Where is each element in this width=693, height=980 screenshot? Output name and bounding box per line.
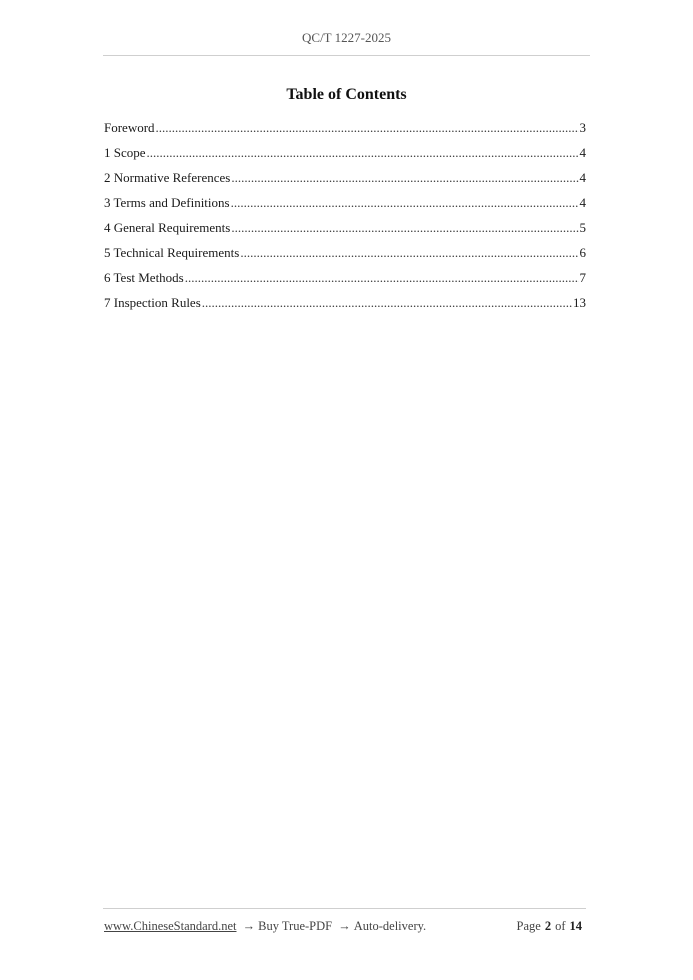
toc-entry-label: 1 Scope [104, 145, 146, 160]
toc-entry-label: 5 Technical Requirements [104, 245, 240, 260]
page-word: Page [516, 919, 541, 933]
toc-entry-page: 4 [579, 145, 586, 160]
dot-leader [202, 295, 572, 311]
toc-entry-page: 6 [579, 245, 586, 260]
arrow-right-icon: → [338, 919, 351, 933]
dot-leader [147, 145, 579, 161]
toc-entry-page: 13 [573, 295, 586, 310]
buy-pdf-text: Buy True-PDF [258, 919, 333, 933]
footer-divider [103, 908, 586, 909]
toc-entry-page: 5 [579, 220, 586, 235]
toc-entry-normative-references[interactable] [104, 170, 586, 195]
toc-entry-label: 6 Test Methods [104, 270, 184, 285]
page-total: 14 [569, 919, 582, 933]
toc-entry-label: 7 Inspection Rules [104, 295, 201, 310]
toc-entry-label: Foreword [104, 120, 155, 135]
dot-leader [231, 220, 578, 236]
dot-leader [240, 245, 578, 261]
footer-promo [104, 919, 426, 934]
toc-entry-page: 3 [579, 120, 586, 135]
auto-delivery-text: Auto-delivery. [353, 919, 427, 933]
toc-entry-page: 4 [579, 195, 586, 210]
page-current: 2 [544, 919, 552, 933]
toc-entry-inspection-rules[interactable] [104, 295, 586, 320]
toc-entry-terms-and-definitions[interactable] [104, 195, 586, 220]
toc-entry-test-methods[interactable] [104, 270, 586, 295]
toc-entry-label: 3 Terms and Definitions [104, 195, 230, 210]
header-divider [103, 55, 590, 56]
dot-leader [156, 120, 579, 136]
site-link[interactable]: www.ChineseStandard.net [104, 919, 237, 933]
toc-entry-technical-requirements[interactable] [104, 245, 586, 270]
toc-entry-foreword[interactable] [104, 120, 586, 145]
toc-title: Table of Contents [286, 86, 407, 103]
of-word: of [555, 919, 566, 933]
page-indicator [517, 919, 586, 934]
dot-leader [231, 195, 579, 211]
toc-entry-page: 4 [579, 170, 586, 185]
toc-entry-label: 2 Normative References [104, 170, 231, 185]
document-code-header: QC/T 1227-2025 [302, 30, 391, 45]
toc-list [104, 120, 586, 320]
dot-leader [185, 270, 579, 286]
dot-leader [231, 170, 578, 186]
toc-entry-page: 7 [579, 270, 586, 285]
arrow-right-icon: → [242, 919, 256, 933]
toc-entry-general-requirements[interactable] [104, 220, 586, 245]
toc-entry-label: 4 General Requirements [104, 220, 231, 235]
page-footer [104, 919, 586, 934]
toc-entry-scope[interactable] [104, 145, 586, 170]
